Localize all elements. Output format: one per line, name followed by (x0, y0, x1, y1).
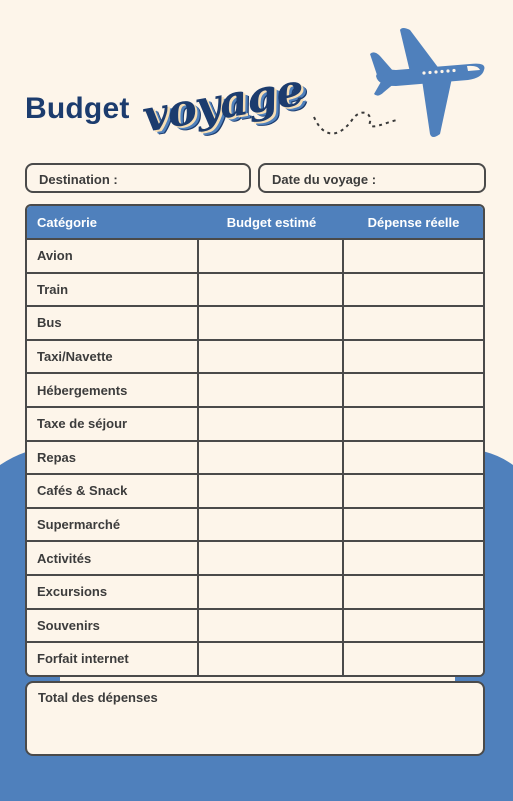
header-actual-expense: Dépense réelle (367, 214, 460, 230)
budget-table (25, 204, 485, 677)
estimated-budget-cell[interactable] (199, 576, 344, 608)
row-category-label: Bus (27, 307, 199, 339)
row-category-label: Supermarché (27, 509, 199, 541)
actual-expense-cell[interactable] (344, 475, 483, 507)
estimated-budget-cell[interactable] (199, 643, 344, 675)
actual-expense-cell[interactable] (344, 509, 483, 541)
row-category-label: Excursions (27, 576, 199, 608)
actual-expense-cell[interactable] (344, 341, 483, 373)
actual-expense-cell[interactable] (344, 307, 483, 339)
airplane-icon (312, 22, 492, 152)
actual-expense-cell[interactable] (344, 610, 483, 642)
trip-date-field[interactable] (258, 163, 486, 193)
actual-expense-cell[interactable] (344, 240, 483, 272)
row-category-label: Cafés & Snack (27, 475, 199, 507)
table-header (27, 206, 483, 238)
table-row (27, 574, 483, 608)
actual-expense-cell[interactable] (344, 408, 483, 440)
actual-expense-cell[interactable] (344, 643, 483, 675)
table-row (27, 641, 483, 675)
table-row (27, 305, 483, 339)
page-title: Budget (25, 92, 130, 125)
table-row (27, 339, 483, 373)
total-expenses-label: Total des dépenses (38, 690, 158, 705)
table-row (27, 406, 483, 440)
estimated-budget-cell[interactable] (199, 610, 344, 642)
actual-expense-cell[interactable] (344, 576, 483, 608)
actual-expense-cell[interactable] (344, 374, 483, 406)
table-row (27, 440, 483, 474)
table-row (27, 473, 483, 507)
actual-expense-cell[interactable] (344, 274, 483, 306)
estimated-budget-cell[interactable] (199, 475, 344, 507)
row-category-label: Taxe de séjour (27, 408, 199, 440)
row-category-label: Activités (27, 542, 199, 574)
header-estimated-budget: Budget estimé (226, 214, 317, 230)
estimated-budget-cell[interactable] (199, 408, 344, 440)
estimated-budget-cell[interactable] (199, 374, 344, 406)
table-row (27, 507, 483, 541)
table-row (27, 540, 483, 574)
estimated-budget-cell[interactable] (199, 307, 344, 339)
destination-field[interactable] (25, 163, 251, 193)
row-category-label: Taxi/Navette (27, 341, 199, 373)
table-row (27, 608, 483, 642)
row-category-label: Train (27, 274, 199, 306)
row-category-label: Souvenirs (27, 610, 199, 642)
actual-expense-cell[interactable] (344, 442, 483, 474)
table-row (27, 272, 483, 306)
row-category-label: Hébergements (27, 374, 199, 406)
dotted-flight-path (314, 113, 397, 134)
trip-date-label: Date du voyage : (272, 172, 377, 187)
total-expenses-box[interactable] (25, 681, 485, 756)
destination-label: Destination : (39, 172, 118, 187)
page-title-script: voyage (138, 64, 307, 143)
estimated-budget-cell[interactable] (199, 442, 344, 474)
estimated-budget-cell[interactable] (199, 240, 344, 272)
row-category-label: Repas (27, 442, 199, 474)
estimated-budget-cell[interactable] (199, 274, 344, 306)
estimated-budget-cell[interactable] (199, 341, 344, 373)
estimated-budget-cell[interactable] (199, 542, 344, 574)
header-category: Catégorie (37, 214, 97, 230)
estimated-budget-cell[interactable] (199, 509, 344, 541)
table-row (27, 372, 483, 406)
table-row (27, 238, 483, 272)
actual-expense-cell[interactable] (344, 542, 483, 574)
row-category-label: Forfait internet (27, 643, 199, 675)
row-category-label: Avion (27, 240, 199, 272)
